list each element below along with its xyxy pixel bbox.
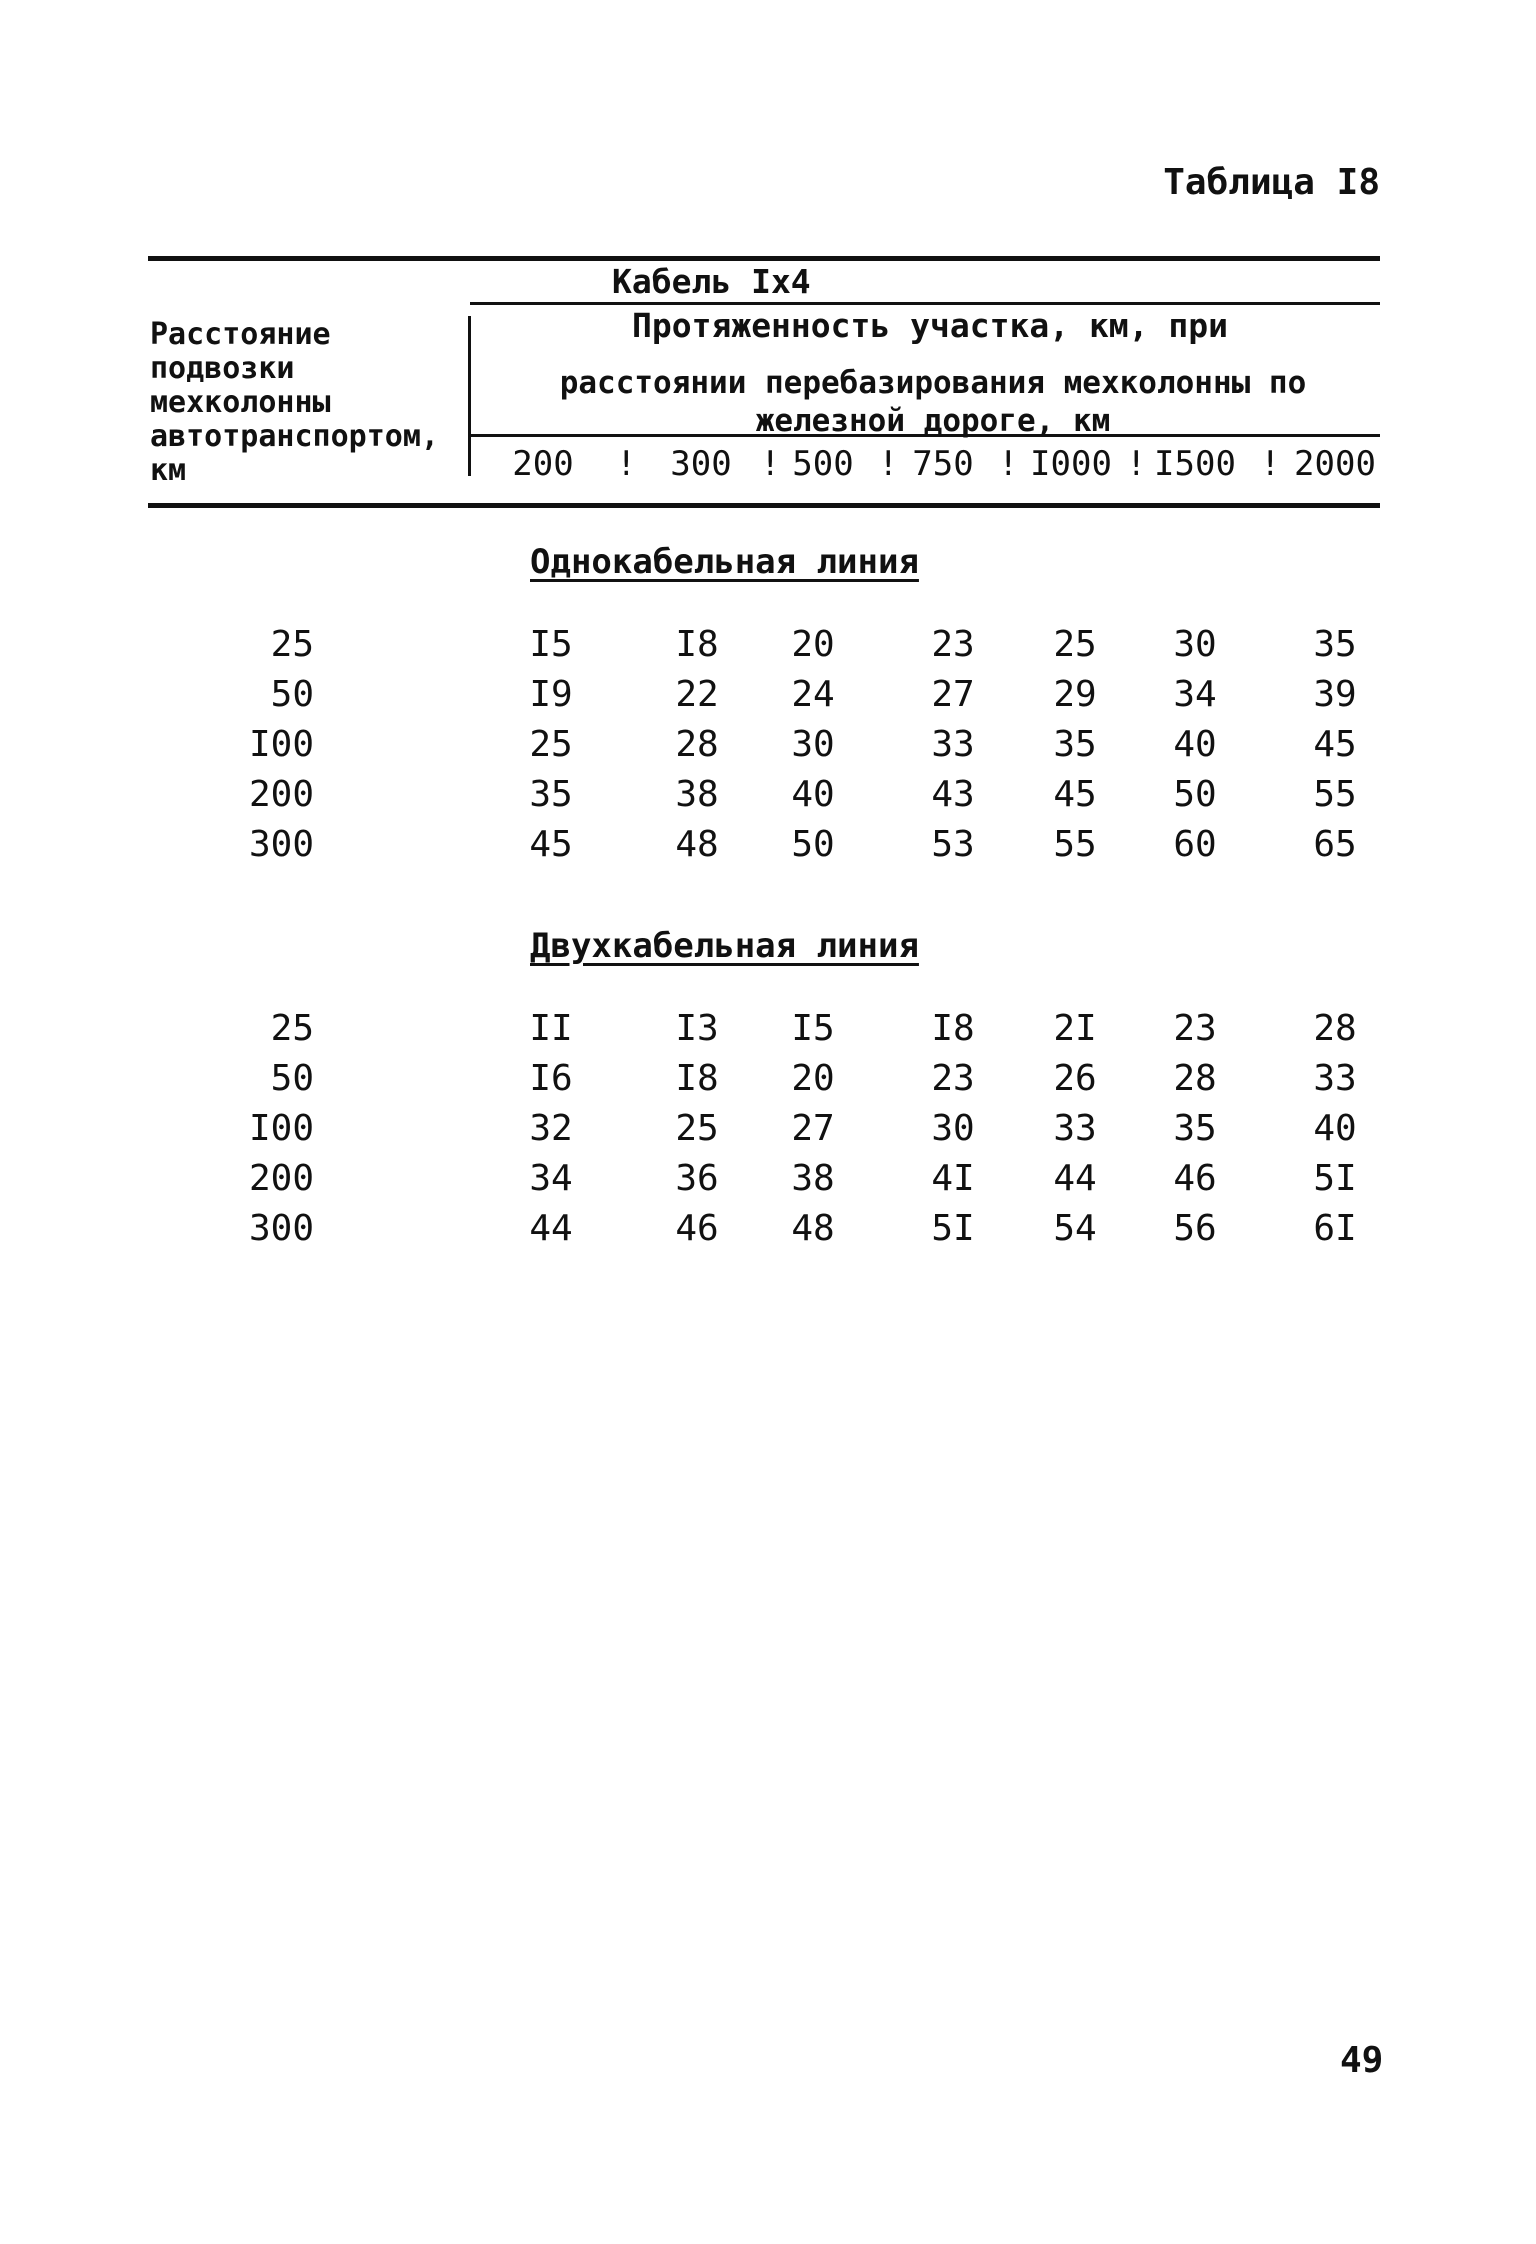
value-cell: 2I [1053,1008,1097,1049]
value-cell: 6I [1313,1208,1357,1249]
table-row [0,1108,1536,1158]
value-cell: 40 [791,774,835,815]
value-cell: 38 [791,1158,835,1199]
value-cell: 20 [791,624,835,665]
value-cell: 23 [931,1058,975,1099]
distance-cell: 300 [248,824,314,865]
table-label: Таблица I8 [1163,162,1380,203]
value-cell: 45 [1313,724,1357,765]
value-cell: 54 [1053,1208,1097,1249]
value-cell: 35 [1313,624,1357,665]
value-cell: 25 [675,1108,719,1149]
value-cell: 30 [931,1108,975,1149]
column-separator: ! [760,444,781,484]
value-cell: 45 [529,824,573,865]
rebase-label: расстоянии перебазирования мехколонны по железной дороге, км [559,365,1307,439]
column-separator: ! [616,444,637,484]
value-cell: 40 [1173,724,1217,765]
value-cell: 45 [1053,774,1097,815]
distance-cell: 25 [270,1008,314,1049]
table-row [0,824,1536,874]
distance-cell: 50 [270,1058,314,1099]
value-cell: 5I [1313,1158,1357,1199]
column-header: 750 [912,444,974,484]
value-cell: 35 [1053,724,1097,765]
distance-cell: I00 [248,724,314,765]
value-cell: 26 [1053,1058,1097,1099]
value-cell: I6 [529,1058,573,1099]
value-cell: 24 [791,674,835,715]
value-cell: 28 [1313,1008,1357,1049]
value-cell: 33 [931,724,975,765]
value-cell: 27 [791,1108,835,1149]
value-cell: 60 [1173,824,1217,865]
table-row [0,1058,1536,1108]
value-cell: I8 [931,1008,975,1049]
value-cell: 28 [1173,1058,1217,1099]
column-separator: ! [1260,444,1281,484]
value-cell: I5 [791,1008,835,1049]
header-vertical-divider [468,316,471,476]
value-cell: I5 [529,624,573,665]
value-cell: 44 [1053,1158,1097,1199]
value-cell: 50 [1173,774,1217,815]
value-cell: 56 [1173,1208,1217,1249]
table-row [0,1208,1536,1258]
value-cell: 23 [931,624,975,665]
table-row [0,1158,1536,1208]
column-separator: ! [878,444,899,484]
column-header: I000 [1030,444,1112,484]
column-header: 2000 [1294,444,1376,484]
table-row [0,724,1536,774]
value-cell: 30 [791,724,835,765]
value-cell: 32 [529,1108,573,1149]
value-cell: 25 [1053,624,1097,665]
value-cell: 36 [675,1158,719,1199]
column-separator: ! [1126,444,1147,484]
table-top-rule [148,256,1380,261]
value-cell: II [529,1008,573,1049]
value-cell: 55 [1053,824,1097,865]
value-cell: 25 [529,724,573,765]
value-cell: 48 [791,1208,835,1249]
column-header: 200 [512,444,574,484]
table-row [0,674,1536,724]
table-row [0,1008,1536,1058]
table-row [0,774,1536,824]
value-cell: 44 [529,1208,573,1249]
value-cell: 33 [1053,1108,1097,1149]
column-header: I500 [1154,444,1236,484]
distance-cell: 200 [248,774,314,815]
value-cell: 22 [675,674,719,715]
header-bottom-rule [148,503,1380,508]
extent-label: Протяженность участка, км, при [631,306,1229,345]
value-cell: 29 [1053,674,1097,715]
value-cell: 34 [529,1158,573,1199]
table-row [0,624,1536,674]
row-header-label: Расстояние подвозки мехколонны автотранспортом, км [150,317,439,488]
value-cell: 27 [931,674,975,715]
value-cell: 28 [675,724,719,765]
value-cell: 43 [931,774,975,815]
section-title: Двухкабельная линия [530,926,919,966]
section-title: Однокабельная линия [530,542,919,582]
value-cell: I9 [529,674,573,715]
value-cell: 48 [675,824,719,865]
page-number: 49 [1340,2040,1384,2081]
column-header: 300 [670,444,732,484]
distance-cell: 200 [248,1158,314,1199]
cable-underline-rule [470,302,1380,305]
value-cell: I8 [675,624,719,665]
value-cell: 34 [1173,674,1217,715]
column-separator: ! [998,444,1019,484]
distance-cell: 50 [270,674,314,715]
value-cell: 55 [1313,774,1357,815]
value-cell: 33 [1313,1058,1357,1099]
value-cell: 50 [791,824,835,865]
value-cell: 40 [1313,1108,1357,1149]
value-cell: 4I [931,1158,975,1199]
value-cell: 38 [675,774,719,815]
value-cell: 46 [1173,1158,1217,1199]
distance-cell: I00 [248,1108,314,1149]
value-cell: 65 [1313,824,1357,865]
value-cell: 5I [931,1208,975,1249]
distance-cell: 300 [248,1208,314,1249]
value-cell: I8 [675,1058,719,1099]
value-cell: 39 [1313,674,1357,715]
value-cell: 23 [1173,1008,1217,1049]
value-cell: 35 [529,774,573,815]
column-header: 500 [792,444,854,484]
value-cell: 35 [1173,1108,1217,1149]
value-cell: I3 [675,1008,719,1049]
value-cell: 53 [931,824,975,865]
distance-cell: 25 [270,624,314,665]
value-cell: 46 [675,1208,719,1249]
value-cell: 30 [1173,624,1217,665]
cable-label: Кабель Iх4 [612,262,811,301]
value-cell: 20 [791,1058,835,1099]
